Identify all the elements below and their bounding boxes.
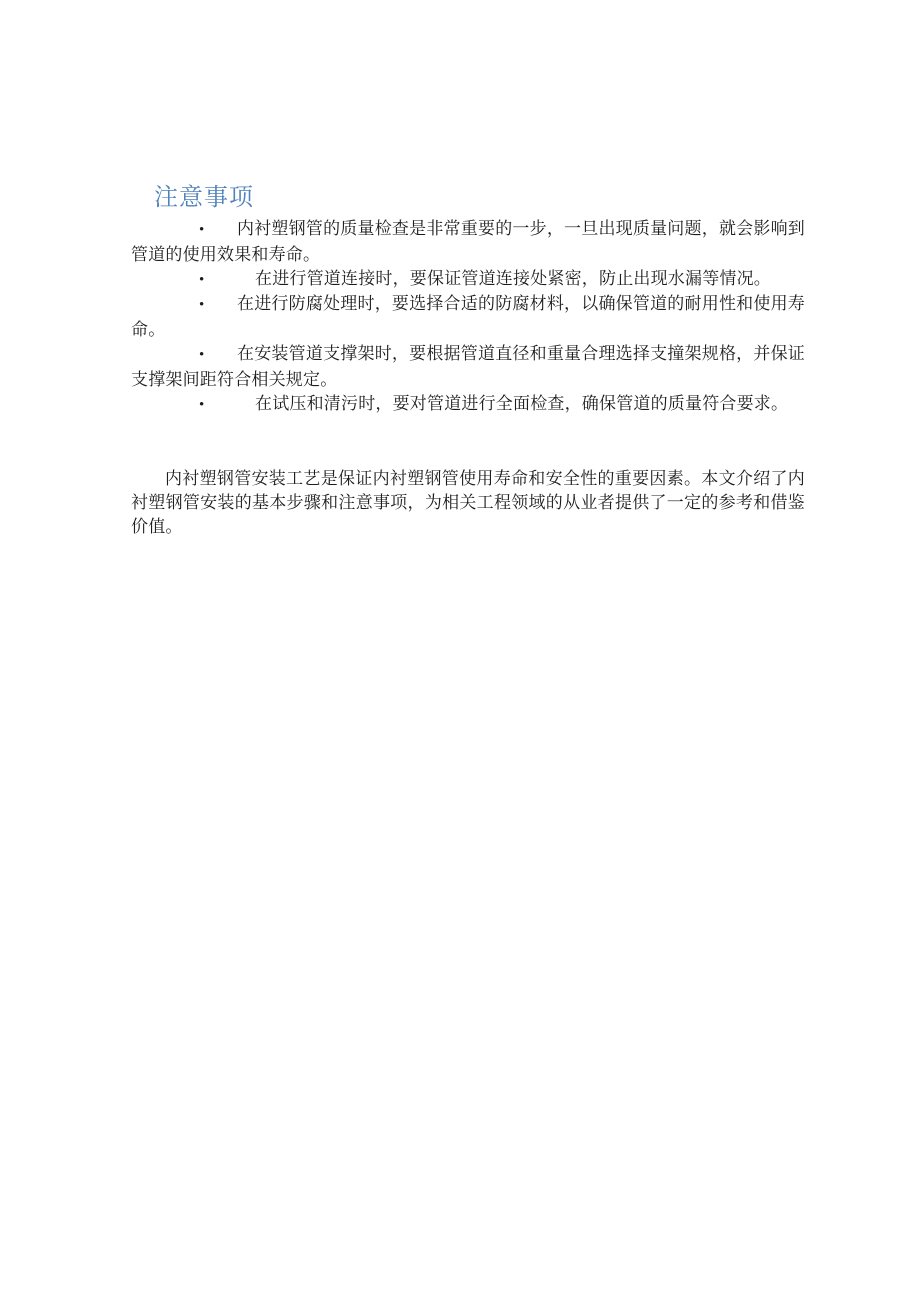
closing-paragraph: 内衬塑钢管安装工艺是保证内衬塑钢管使用寿命和安全性的重要因素。本文介绍了内衬塑钢管安装的基本步骤和注意事项，为相关工程领域的从业者提供了一定的参考和借鉴价值。 — [131, 469, 805, 536]
bullet-text: 在进行管道连接时，要保证管道连接处紧密，防止出现水漏等情况。 — [255, 268, 771, 288]
bullet-text: 在进行防腐处理时，要选择合适的防腐材料，以确保管道的耐用性和使用寿命。 — [131, 294, 805, 340]
bullet-marker: • — [199, 222, 205, 238]
bullet-item — [131, 217, 805, 267]
bullet-marker: • — [199, 271, 205, 288]
bullet-text: 在安装管道支撑架时，要根据管道直径和重量合理选择支撞架规格，并保证支撑架间距符合相关规定。 — [131, 343, 805, 389]
bullet-marker: • — [199, 297, 205, 314]
bullet-list — [131, 217, 805, 417]
bullet-item — [131, 392, 805, 418]
section-heading: 注意事项 — [154, 185, 254, 211]
document-content — [131, 183, 805, 539]
bullet-item — [131, 267, 805, 293]
bullet-item — [131, 292, 805, 342]
bullet-marker: • — [199, 396, 205, 413]
bullet-marker: • — [199, 346, 205, 363]
bullet-text: 在试压和清污时，要对管道进行全面检查，确保管道的质量符合要求。 — [255, 393, 789, 413]
bullet-item — [131, 342, 805, 392]
bullet-text: 内衬塑钢管的质量检查是非常重要的一步，一旦出现质量问题，就会影响到管道的使用效果和寿命。 — [131, 219, 805, 264]
